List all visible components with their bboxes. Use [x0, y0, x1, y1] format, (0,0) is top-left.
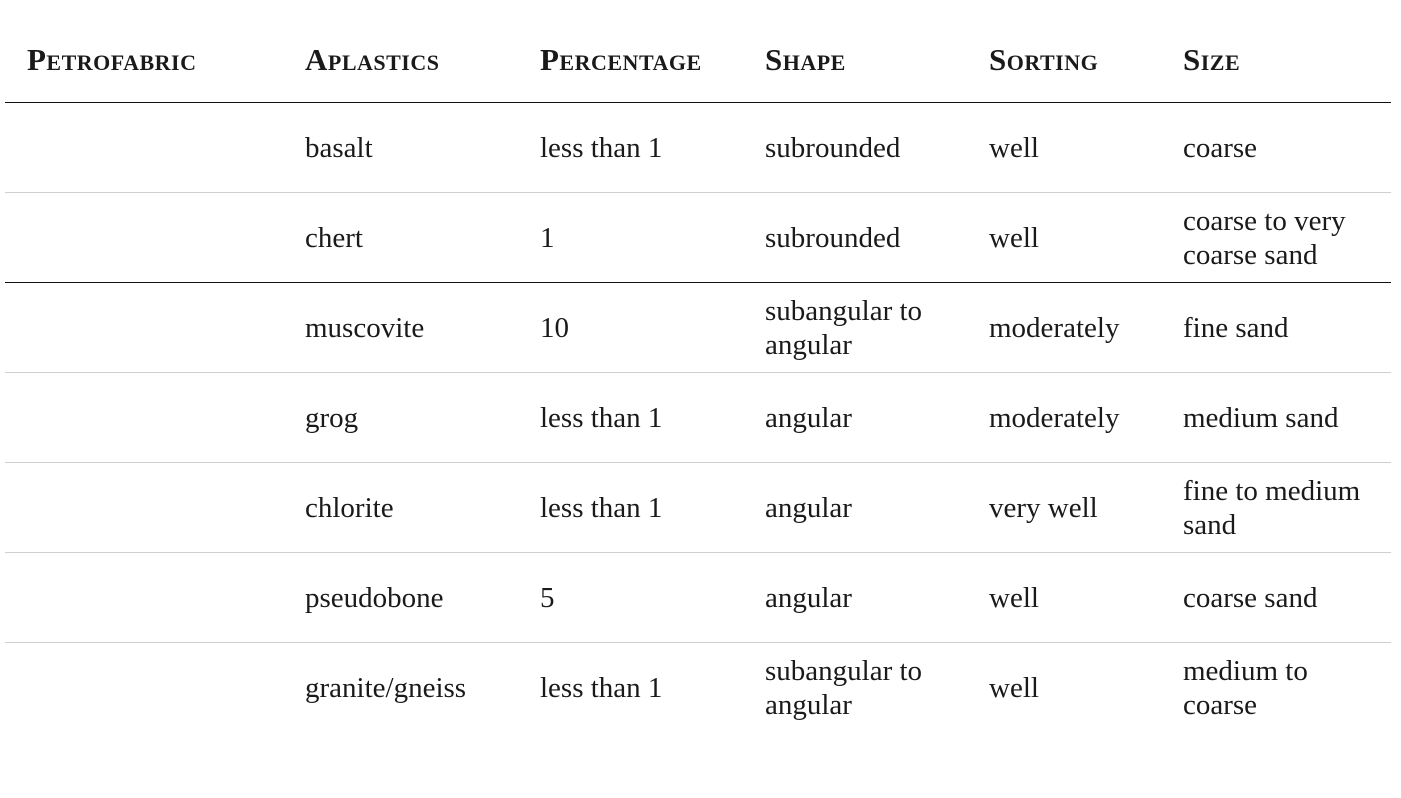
cell-size: coarse — [1183, 131, 1258, 164]
cell-percentage: less than 1 — [540, 671, 663, 704]
cell-shape: angular — [765, 491, 852, 524]
table-row — [5, 193, 1391, 283]
cell-petrofabric — [27, 373, 297, 462]
cell-petrofabric — [27, 193, 297, 282]
cell-shape: subangular to angular — [765, 654, 923, 721]
table-row — [5, 643, 1391, 732]
petrofabric-table — [5, 14, 1391, 732]
cell-petrofabric — [27, 643, 297, 732]
table-row — [5, 373, 1391, 463]
cell-percentage: 5 — [540, 581, 555, 614]
table-row — [5, 553, 1391, 643]
cell-aplastics: granite/gneiss — [305, 671, 467, 704]
cell-aplastics: grog — [305, 401, 359, 434]
cell-sorting: well — [989, 581, 1039, 614]
cell-shape: subangular to angular — [765, 294, 923, 361]
cell-size: coarse to very coarse sand — [1183, 204, 1346, 271]
cell-size: fine to medium sand — [1183, 474, 1361, 541]
cell-shape: subrounded — [765, 221, 901, 254]
cell-sorting: moderately — [989, 401, 1120, 434]
table-row — [5, 103, 1391, 193]
header-percentage: Percentage — [540, 42, 702, 77]
cell-size: medium to coarse — [1183, 654, 1308, 721]
cell-percentage: less than 1 — [540, 401, 663, 434]
table-row — [5, 463, 1391, 553]
cell-petrofabric — [27, 553, 297, 642]
cell-size: coarse sand — [1183, 581, 1318, 614]
cell-percentage: less than 1 — [540, 491, 663, 524]
cell-shape: subrounded — [765, 131, 901, 164]
cell-size: fine sand — [1183, 311, 1289, 344]
cell-aplastics: chert — [305, 221, 363, 254]
cell-sorting: well — [989, 131, 1039, 164]
cell-petrofabric — [27, 463, 297, 552]
table-header — [5, 14, 1391, 103]
cell-petrofabric — [27, 103, 297, 192]
cell-aplastics: chlorite — [305, 491, 394, 524]
header-shape: Shape — [765, 42, 846, 77]
cell-aplastics: pseudobone — [305, 581, 444, 614]
cell-percentage: less than 1 — [540, 131, 663, 164]
header-size: Size — [1183, 42, 1241, 77]
table-row — [5, 283, 1391, 373]
cell-sorting: very well — [989, 491, 1098, 524]
cell-petrofabric — [27, 283, 297, 372]
header-sorting: Sorting — [989, 42, 1099, 77]
cell-aplastics: basalt — [305, 131, 373, 164]
cell-percentage: 1 — [540, 221, 555, 254]
cell-sorting: well — [989, 221, 1039, 254]
cell-sorting: moderately — [989, 311, 1120, 344]
header-petrofabric: Petrofabric — [27, 42, 197, 77]
cell-sorting: well — [989, 671, 1039, 704]
cell-size: medium sand — [1183, 401, 1339, 434]
cell-percentage: 10 — [540, 311, 569, 344]
cell-aplastics: muscovite — [305, 311, 425, 344]
cell-shape: angular — [765, 401, 852, 434]
cell-shape: angular — [765, 581, 852, 614]
header-aplastics: Aplastics — [305, 42, 440, 77]
